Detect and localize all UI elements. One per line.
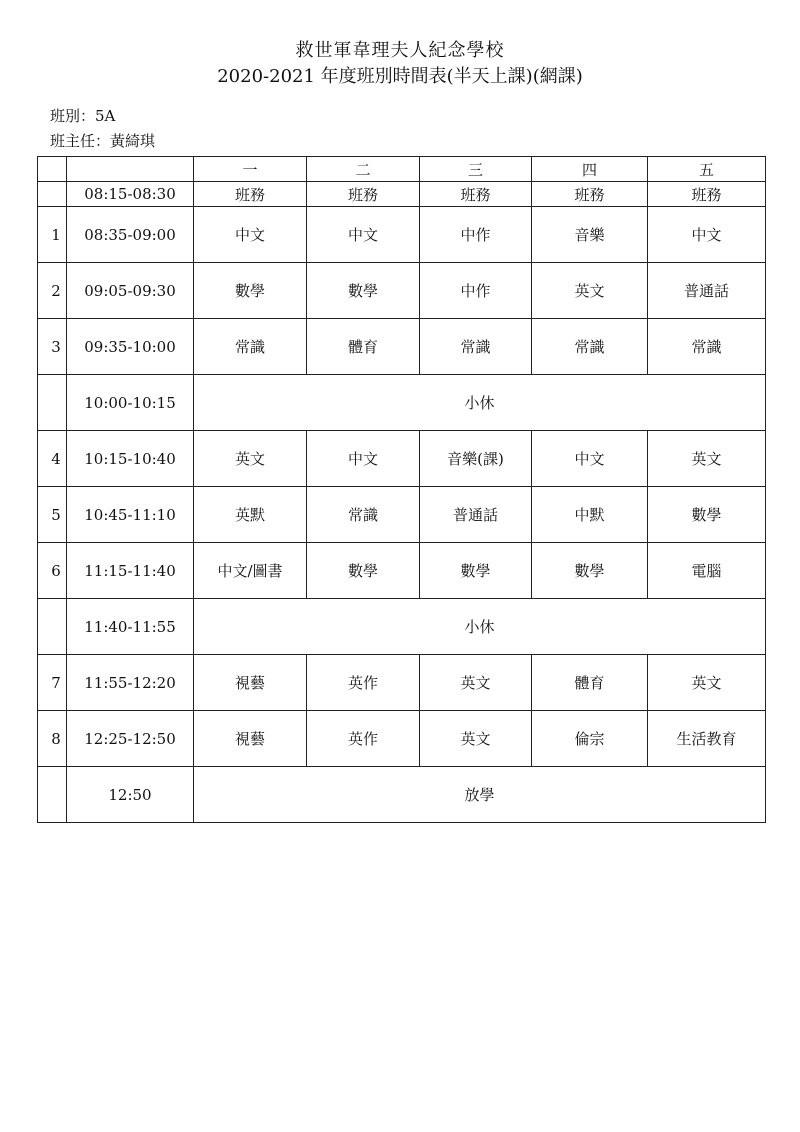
time-slot: 12:25-12:50 xyxy=(67,711,194,767)
subject-cell: 生活教育 xyxy=(648,711,766,767)
time-slot: 11:40-11:55 xyxy=(67,599,194,655)
teacher-label: 班主任：黃綺琪 xyxy=(50,132,156,150)
period-number: 8 xyxy=(38,711,67,767)
header-row xyxy=(38,157,766,182)
time-slot: 09:05-09:30 xyxy=(67,263,194,319)
subject-cell: 中默 xyxy=(532,487,648,543)
period-number xyxy=(38,375,67,431)
header-blank-cell xyxy=(38,157,67,182)
period-number xyxy=(38,182,67,207)
period-number: 2 xyxy=(38,263,67,319)
subject-cell: 英作 xyxy=(307,655,420,711)
break-label: 小休 xyxy=(194,375,766,431)
subject-cell: 中文 xyxy=(648,207,766,263)
timetable-row xyxy=(38,711,766,767)
subject-cell: 音樂(課) xyxy=(420,431,532,487)
subject-cell: 班務 xyxy=(420,182,532,207)
timetable-row xyxy=(38,207,766,263)
period-number: 5 xyxy=(38,487,67,543)
subject-cell: 中文 xyxy=(307,431,420,487)
subject-cell: 中文 xyxy=(307,207,420,263)
subject-cell: 中文 xyxy=(194,207,307,263)
day-header: 四 xyxy=(532,157,648,182)
subject-cell: 常識 xyxy=(532,319,648,375)
subject-cell: 常識 xyxy=(307,487,420,543)
subject-cell: 中作 xyxy=(420,207,532,263)
period-number: 7 xyxy=(38,655,67,711)
time-slot: 11:15-11:40 xyxy=(67,543,194,599)
subject-cell: 視藝 xyxy=(194,655,307,711)
subject-cell: 數學 xyxy=(307,543,420,599)
subject-cell: 英文 xyxy=(532,263,648,319)
subject-cell: 體育 xyxy=(532,655,648,711)
subject-cell: 常識 xyxy=(648,319,766,375)
subject-cell: 常識 xyxy=(194,319,307,375)
subject-cell: 數學 xyxy=(648,487,766,543)
timetable-row xyxy=(38,431,766,487)
subject-cell: 中文/圖書 xyxy=(194,543,307,599)
subject-cell: 普通話 xyxy=(648,263,766,319)
subject-cell: 英文 xyxy=(648,655,766,711)
subject-cell: 班務 xyxy=(307,182,420,207)
timetable-row xyxy=(38,487,766,543)
subject-cell: 班務 xyxy=(532,182,648,207)
period-number: 6 xyxy=(38,543,67,599)
break-label: 小休 xyxy=(194,599,766,655)
subject-cell: 班務 xyxy=(194,182,307,207)
subject-cell: 數學 xyxy=(420,543,532,599)
time-slot: 08:35-09:00 xyxy=(67,207,194,263)
subject-cell: 英文 xyxy=(420,655,532,711)
day-header: 三 xyxy=(420,157,532,182)
subject-cell: 中作 xyxy=(420,263,532,319)
subject-cell: 英默 xyxy=(194,487,307,543)
time-slot: 10:45-11:10 xyxy=(67,487,194,543)
period-number: 4 xyxy=(38,431,67,487)
timetable xyxy=(37,156,766,823)
school-title: 救世軍韋理夫人紀念學校 xyxy=(295,40,505,61)
subject-cell: 音樂 xyxy=(532,207,648,263)
time-slot: 09:35-10:00 xyxy=(67,319,194,375)
period-number: 3 xyxy=(38,319,67,375)
subject-cell: 普通話 xyxy=(420,487,532,543)
subject-cell: 電腦 xyxy=(648,543,766,599)
time-slot: 10:15-10:40 xyxy=(67,431,194,487)
period-number: 1 xyxy=(38,207,67,263)
timetable-row xyxy=(38,543,766,599)
day-header: 五 xyxy=(648,157,766,182)
timetable-row xyxy=(38,655,766,711)
break-row xyxy=(38,599,766,655)
day-header: 一 xyxy=(194,157,307,182)
subject-cell: 體育 xyxy=(307,319,420,375)
period-number xyxy=(38,599,67,655)
subject-cell: 中文 xyxy=(532,431,648,487)
break-row xyxy=(38,375,766,431)
time-slot: 11:55-12:20 xyxy=(67,655,194,711)
time-slot: 10:00-10:15 xyxy=(67,375,194,431)
subject-cell: 英作 xyxy=(307,711,420,767)
subject-cell: 數學 xyxy=(307,263,420,319)
subject-cell: 英文 xyxy=(648,431,766,487)
timetable-row xyxy=(38,319,766,375)
subject-cell: 數學 xyxy=(194,263,307,319)
subject-cell: 班務 xyxy=(648,182,766,207)
subject-cell: 倫宗 xyxy=(532,711,648,767)
time-slot: 08:15-08:30 xyxy=(67,182,194,207)
day-header: 二 xyxy=(307,157,420,182)
break-label: 放學 xyxy=(194,767,766,823)
header-time-cell xyxy=(67,157,194,182)
period-number xyxy=(38,767,67,823)
timetable-row xyxy=(38,263,766,319)
subject-cell: 常識 xyxy=(420,319,532,375)
time-slot: 12:50 xyxy=(67,767,194,823)
timetable-subtitle: 2020-2021 年度班別時間表(半天上課)(網課) xyxy=(217,66,583,87)
timetable-row xyxy=(38,182,766,207)
subject-cell: 數學 xyxy=(532,543,648,599)
subject-cell: 英文 xyxy=(194,431,307,487)
break-row xyxy=(38,767,766,823)
class-label: 班別：5A xyxy=(50,107,116,125)
subject-cell: 視藝 xyxy=(194,711,307,767)
subject-cell: 英文 xyxy=(420,711,532,767)
